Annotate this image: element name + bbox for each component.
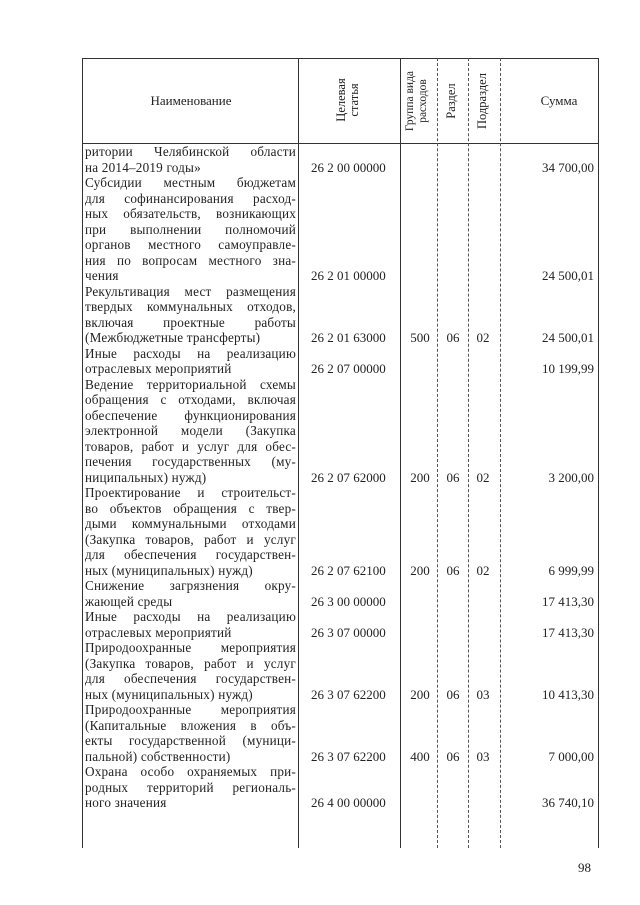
- row-code: 26 3 07 00000: [311, 624, 386, 640]
- row-sum: 17 413,30: [542, 593, 594, 609]
- row-name-line: жающей среды: [85, 593, 173, 609]
- row-name: [85, 609, 296, 640]
- row-name-line: твердых коммунальных отходов,: [85, 299, 296, 314]
- header-section: Раздел: [444, 83, 458, 119]
- row-name-line: ных (муниципальных) нужд): [85, 686, 253, 702]
- row-code: 26 4 00 00000: [311, 795, 386, 810]
- row-sum: 34 700,00: [542, 159, 594, 175]
- row-group: 500: [410, 330, 430, 345]
- row-name-line: обеспечение функционирования: [85, 407, 296, 423]
- col-border-group: [437, 58, 438, 848]
- header-sum: Сумма: [540, 93, 578, 108]
- row-code: 26 2 07 62100: [311, 562, 386, 578]
- col-border-name: [298, 58, 299, 848]
- row-name-line: Охрана особо охраняемых при-: [85, 764, 296, 779]
- row-name-line: на 2014–2019 годы»: [85, 159, 201, 175]
- row-name-line: Рекультивация мест размещения: [85, 283, 296, 299]
- col-border-section: [468, 58, 469, 848]
- row-name-line: чения: [85, 268, 119, 283]
- row-name-line: включая проектные работы: [85, 314, 296, 330]
- row-name-line: ния по вопросам местного зна-: [85, 252, 296, 268]
- row-name-line: Проектирование и строительст-: [85, 485, 296, 500]
- row-name-line: для обеспечения государствен-: [85, 671, 296, 686]
- header-code-line1: Целевая: [334, 78, 348, 122]
- row-name: [85, 144, 296, 175]
- row-name-line: Природоохранные мероприятия: [85, 702, 296, 717]
- page-number: 98: [578, 860, 591, 875]
- row-name: [85, 640, 296, 702]
- row-name-line: Снижение загрязнения окру-: [85, 578, 296, 593]
- row-sum: 7 000,00: [548, 748, 594, 764]
- row-code: 26 3 07 62200: [311, 748, 386, 764]
- row-code: 26 2 07 62000: [311, 469, 386, 485]
- row-name-line: екты государственной (муници-: [85, 733, 296, 748]
- row-name: [85, 377, 296, 486]
- col-border-left: [82, 58, 83, 848]
- row-name: [85, 284, 296, 346]
- row-name-line: (Капитальные вложения в объ-: [85, 717, 296, 733]
- col-border-right: [598, 58, 599, 848]
- row-section: 06: [446, 686, 460, 702]
- row-name-line: ритории Челябинской области: [85, 144, 296, 159]
- row-section: 06: [446, 469, 460, 485]
- row-section: 06: [446, 330, 460, 345]
- row-name-line: товаров, работ и услуг для обес-: [85, 438, 296, 454]
- row-sum: 6 999,99: [548, 562, 594, 578]
- row-group: 400: [410, 748, 430, 764]
- row-code: 26 2 01 63000: [311, 330, 386, 345]
- row-subsection: 03: [476, 748, 490, 764]
- row-subsection: 02: [476, 469, 490, 485]
- row-name-line: Субсидии местным бюджетам: [85, 175, 296, 190]
- row-name-line: Ведение территориальной схемы: [85, 376, 296, 392]
- row-name-line: печения государственных (му-: [85, 454, 296, 469]
- row-name-line: обращения с отходами, включая: [85, 392, 296, 407]
- col-border-subsection: [500, 58, 501, 848]
- row-name-line: ниципальных) нужд): [85, 469, 207, 485]
- row-code: 26 3 07 62200: [311, 686, 386, 702]
- row-name: [85, 702, 296, 764]
- row-sum: 24 500,01: [542, 330, 594, 345]
- row-subsection: 02: [476, 562, 490, 578]
- row-subsection: 03: [476, 686, 490, 702]
- row-group: 200: [410, 686, 430, 702]
- row-name-line: во объектов обращения с твер-: [85, 500, 296, 516]
- row-code: 26 2 00 00000: [311, 159, 386, 175]
- header-group-line2: расходов: [417, 79, 429, 123]
- row-name: [85, 764, 296, 811]
- row-name-line: ных (муниципальных) нужд): [85, 562, 253, 578]
- row-name-line: дыми коммунальными отходами: [85, 516, 296, 531]
- row-name: [85, 175, 296, 284]
- header-subsection: Подраздел: [475, 73, 489, 129]
- row-sum: 10 199,99: [542, 361, 594, 376]
- row-name-line: пальной) собственности): [85, 748, 231, 764]
- row-code: 26 2 01 00000: [311, 268, 386, 283]
- header-code: [335, 60, 365, 140]
- row-sum: 24 500,01: [542, 268, 594, 283]
- row-name-line: органов местного самоуправле-: [85, 237, 296, 252]
- table-top-border: [82, 58, 598, 59]
- col-border-code: [400, 58, 401, 848]
- row-name-line: родных территорий региональ-: [85, 779, 296, 795]
- row-name-line: отраслевых мероприятий: [85, 624, 232, 640]
- row-sum: 3 200,00: [548, 469, 594, 485]
- row-name-line: (Межбюджетные трансферты): [85, 330, 261, 345]
- row-name-line: Природоохранные мероприятия: [85, 640, 296, 655]
- row-name: [85, 346, 296, 377]
- row-name-line: при выполнении полномочий: [85, 221, 296, 237]
- row-subsection: 02: [476, 330, 490, 345]
- row-name: [85, 485, 296, 578]
- row-name-line: для обеспечения государствен-: [85, 547, 296, 562]
- row-sum: 36 740,10: [542, 795, 594, 810]
- row-name-line: отраслевых мероприятий: [85, 361, 232, 376]
- row-name-line: для софинансирования расход-: [85, 190, 296, 206]
- row-section: 06: [446, 562, 460, 578]
- header-group-line1: Группа вида: [404, 70, 416, 132]
- row-name-line: ного значения: [85, 795, 167, 810]
- row-name-line: (Закупка товаров, работ и услуг: [85, 531, 296, 547]
- row-name-line: Иные расходы на реализацию: [85, 345, 296, 361]
- row-name-line: электронной модели (Закупка: [85, 423, 296, 438]
- row-code: 26 2 07 00000: [311, 361, 386, 376]
- row-sum: 10 413,30: [542, 686, 594, 702]
- row-sum: 17 413,30: [542, 624, 594, 640]
- row-section: 06: [446, 748, 460, 764]
- row-code: 26 3 00 00000: [311, 593, 386, 609]
- row-group: 200: [410, 562, 430, 578]
- row-name: [85, 578, 296, 609]
- row-name-line: Иные расходы на реализацию: [85, 609, 296, 624]
- row-name-line: ных обязательств, возникающих: [85, 206, 296, 221]
- header-code-line2: статья: [347, 83, 361, 117]
- header-name: Наименование: [150, 93, 232, 108]
- row-name-line: (Закупка товаров, работ и услуг: [85, 655, 296, 671]
- header-group: [404, 61, 434, 141]
- row-group: 200: [410, 469, 430, 485]
